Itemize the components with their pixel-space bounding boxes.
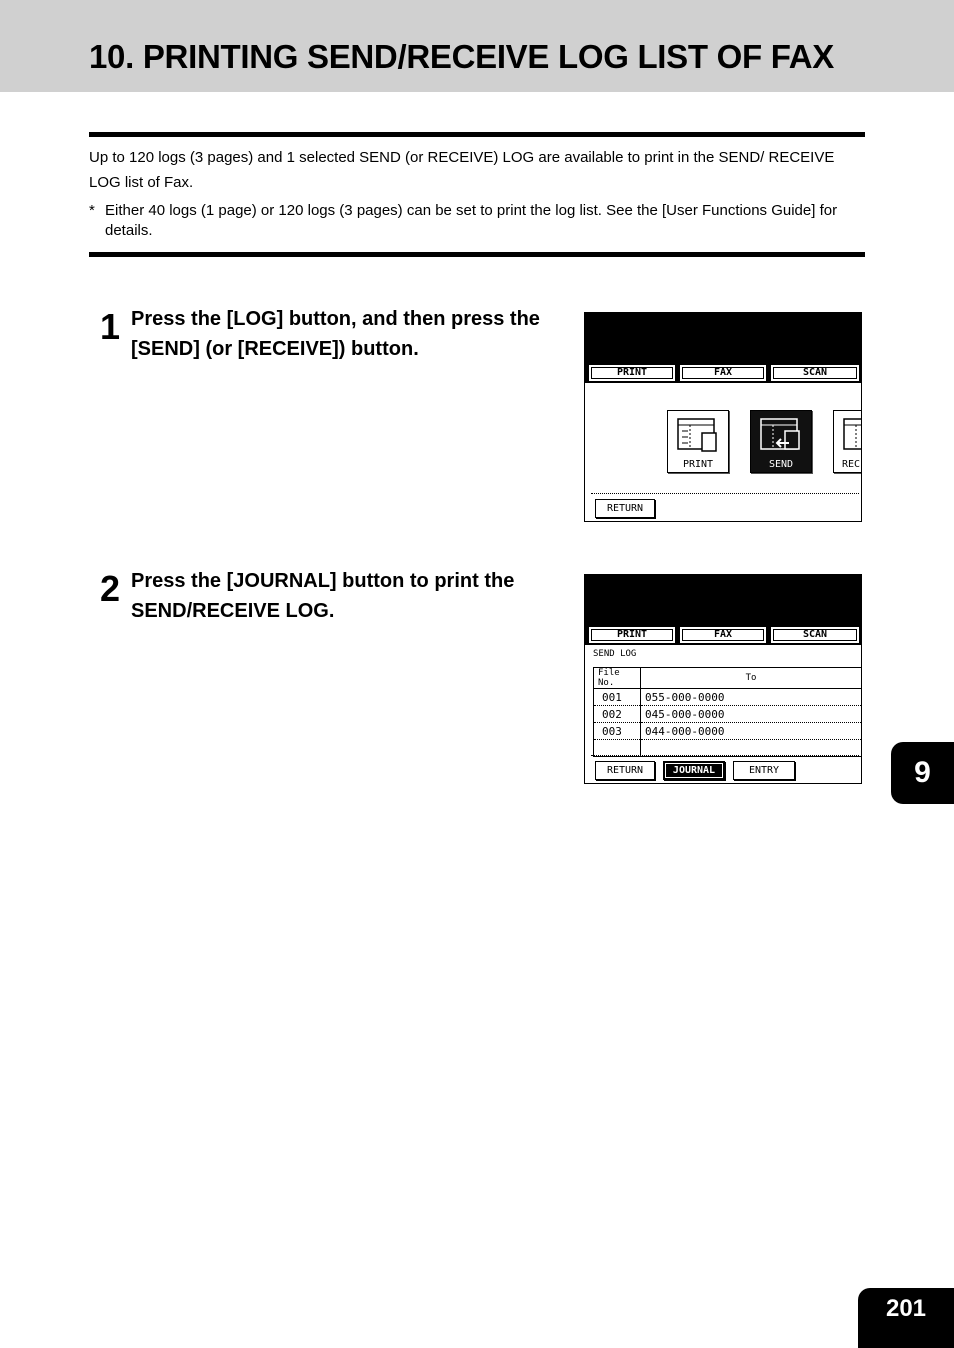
return-button[interactable]: RETURN [595, 761, 655, 780]
page-title: 10. PRINTING SEND/RECEIVE LOG LIST OF FAX [89, 38, 834, 75]
panel-tab-bar [585, 363, 861, 383]
table-row[interactable] [594, 706, 862, 723]
log-receive-button[interactable] [833, 410, 862, 473]
step-number-2: 2 [100, 568, 121, 609]
empty-cell [641, 740, 862, 757]
destination: 045-000-0000 [641, 706, 862, 723]
panel-message-area [585, 313, 861, 363]
step-text-1: Press the [LOG] button, and then press the [SEND] (or [RECEIVE]) button. [131, 308, 540, 360]
print-icon-label: PRINT [682, 459, 714, 470]
step-text-2: Press the [JOURNAL] button to print the SEND/RECEIVE LOG. [131, 570, 515, 622]
table-row[interactable] [594, 723, 862, 740]
return-button[interactable]: RETURN [595, 499, 655, 518]
receive-icon-label: REC [842, 459, 861, 470]
send-log-panel [584, 574, 862, 784]
destination: 055-000-0000 [641, 689, 862, 706]
tab-scan[interactable]: SCAN [771, 627, 859, 643]
note-asterisk: * [89, 202, 95, 219]
entry-button[interactable]: ENTRY [733, 761, 795, 780]
destination: 044-000-0000 [641, 723, 862, 740]
send-icon-label: SEND [768, 459, 794, 470]
receive-log-icon [842, 417, 862, 455]
column-file-no: File No. [594, 668, 641, 689]
send-log-label: SEND LOG [593, 649, 637, 659]
bottom-rule [89, 252, 865, 257]
tab-print[interactable]: PRINT [589, 627, 675, 643]
log-print-button[interactable] [667, 410, 729, 473]
panel-divider [591, 493, 859, 494]
tab-scan[interactable]: SCAN [771, 365, 859, 381]
tab-fax[interactable]: FAX [680, 627, 766, 643]
panel-tab-bar [585, 625, 861, 645]
panel-divider [591, 755, 859, 756]
send-log-table [593, 667, 861, 757]
table-row[interactable] [594, 689, 862, 706]
column-to: To [641, 668, 862, 689]
panel-message-area [585, 575, 861, 625]
intro-text: Up to 120 logs (3 pages) and 1 selected SEND (or RECEIVE) LOG are available to print in the SEND/ RECEIVE LOG list of Fax. [89, 149, 835, 191]
print-log-icon [676, 417, 720, 455]
send-log-icon [759, 417, 803, 455]
journal-button[interactable]: JOURNAL [663, 761, 725, 780]
chapter-tab: 9 [891, 742, 954, 804]
top-rule [89, 132, 865, 137]
file-number: 003 [594, 723, 641, 740]
tab-print[interactable]: PRINT [589, 365, 675, 381]
log-send-button[interactable] [750, 410, 812, 473]
log-menu-panel [584, 312, 862, 522]
page-number: 201 [858, 1288, 954, 1348]
step-number-1: 1 [100, 306, 121, 347]
empty-cell [594, 740, 641, 757]
tab-fax[interactable]: FAX [680, 365, 766, 381]
file-number: 002 [594, 706, 641, 723]
note-text: Either 40 logs (1 page) or 120 logs (3 pages) can be set to print the log list. See the [User Functions Guide] for details. [105, 202, 838, 239]
table-row[interactable] [594, 740, 862, 757]
file-number: 001 [594, 689, 641, 706]
